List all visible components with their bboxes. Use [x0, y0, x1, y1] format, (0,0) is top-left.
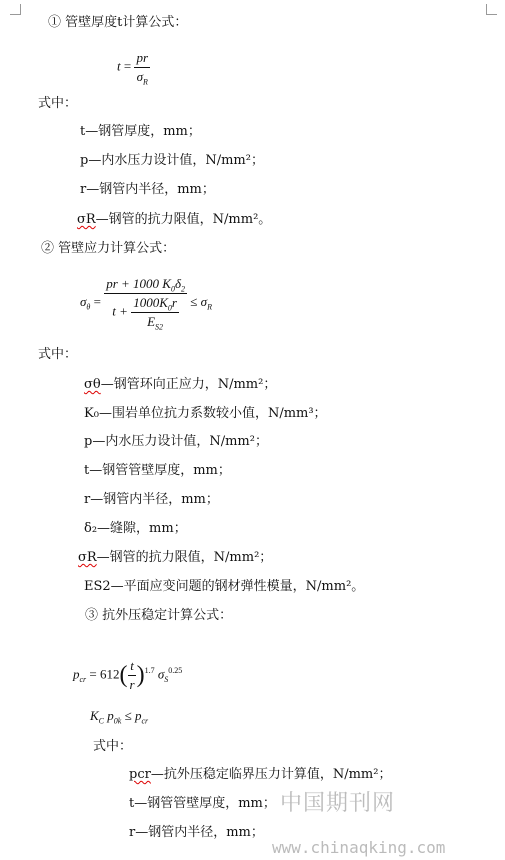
- corner-mark-top-right: [486, 4, 497, 15]
- s2-def-3: t—钢管管壁厚度，mm；: [84, 463, 231, 478]
- section-1-title: ① 管壁厚度t计算公式：: [48, 15, 188, 30]
- s2-def-0: σθ—钢管环向正应力，N/mm²；: [84, 377, 277, 392]
- s2-def-1: K₀—围岩单位抗力系数较小值，N/mm³；: [84, 406, 327, 421]
- section-2-title: ② 管壁应力计算公式：: [41, 241, 176, 256]
- section-3-title: ③ 抗外压稳定计算公式：: [85, 608, 233, 623]
- s2-def-6: σR—钢管的抗力限值，N/mm²；: [78, 550, 273, 565]
- s1-def-3: σR—钢管的抗力限值，N/mm²。: [77, 212, 272, 227]
- formula-1: t = $\frac{pr}{\sigma_R}$: [117, 50, 149, 87]
- formula-2: $\sigma_\theta$ = pr + 1000 $K_0\delta_2$ t + $\frac{1000K_0r}{E_{S2}}$ ≤ $\sigma_R$: [80, 276, 212, 332]
- s2-def-4: r—钢管内半径，mm；: [84, 492, 219, 507]
- s2-def-2: p—内水压力设计值，N/mm²；: [84, 434, 268, 449]
- corner-mark-top-left: [10, 4, 21, 15]
- formula-3: $p_{cr} = 612$( $\frac{t}{r}$ )$^{1.7}$ $\sigma_S^{0.25}$: [73, 658, 183, 692]
- watermark-cn: 中国期刊网: [280, 791, 396, 816]
- formula-4: $K_C$ $p_{0k} \le p_{cr}$: [90, 708, 149, 726]
- section-1-where: 式中：: [38, 96, 78, 111]
- s3-def-2: r—钢管内半径，mm；: [129, 825, 264, 840]
- s2-def-7: ES2—平面应变问题的钢材弹性模量，N/mm²。: [84, 579, 365, 594]
- s2-def-5: δ₂—缝隙，mm；: [84, 521, 187, 536]
- section-2-where: 式中：: [38, 347, 78, 362]
- s3-def-1: t—钢管管壁厚度，mm；: [129, 796, 276, 811]
- section-3-where: 式中：: [93, 739, 133, 754]
- watermark-url: www.chinaqking.com: [272, 838, 446, 857]
- s1-def-1: p—内水压力设计值，N/mm²；: [80, 153, 264, 168]
- s3-def-0: pcr—抗外压稳定临界压力计算值，N/mm²；: [129, 767, 392, 782]
- s1-def-2: r—钢管内半径，mm；: [80, 182, 215, 197]
- s1-def-0: t—钢管厚度，mm；: [80, 124, 201, 139]
